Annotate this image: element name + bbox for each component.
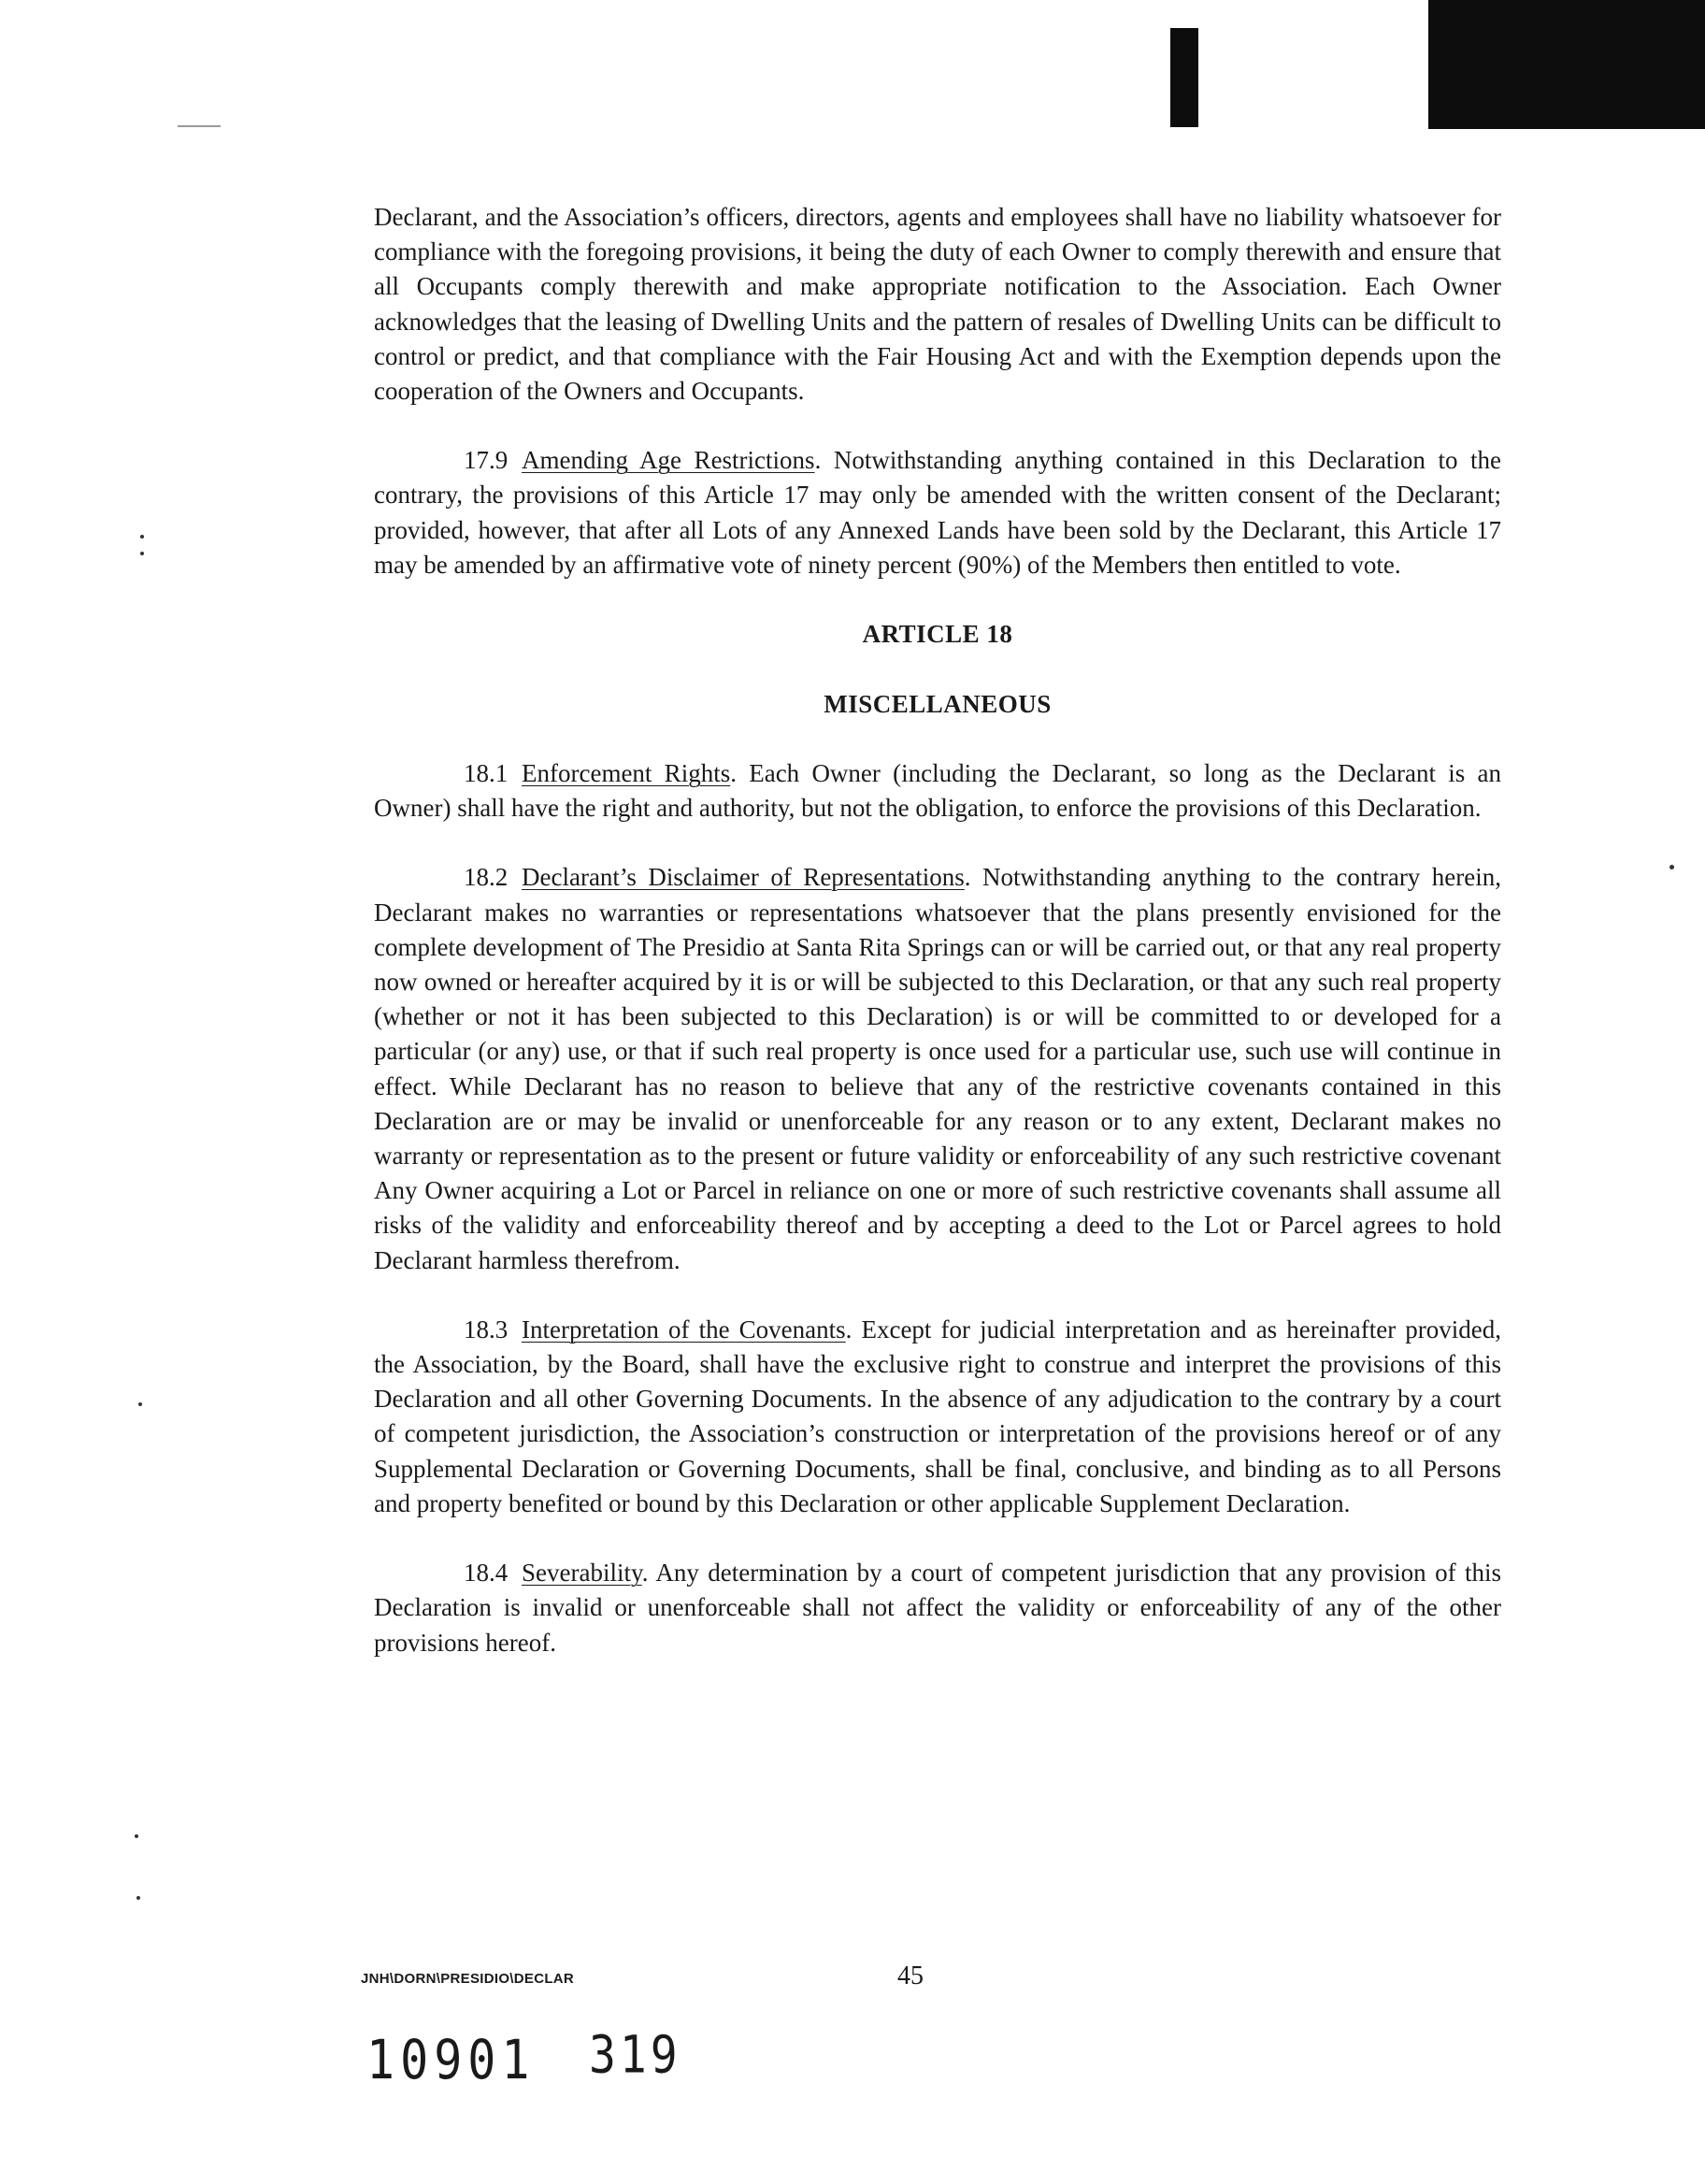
section-text: . Any determination by a court of competent jurisdiction that any provision of this Declaration is invalid or unenforceable shall not affect the validity or enforceability of any of the other provisions hereof.	[374, 1559, 1501, 1657]
section-text: . Each Owner (including the Declarant, so long as the Declarant is an Owner) shall have the right and authority, but not the obligation, to enforce the provisions of this Declaration.	[374, 759, 1502, 823]
section-text: . Notwithstanding anything contained in this Declaration to the contrary, the provisions of this Article 17 may only be amended with the written consent of the Declarant; provided, however, that after all Lots of any Annexed Lands have been sold by the Declarant, this Article 17 may be amended by an affirmative vote of ninety percent (90%) of the Members then entitled to vote.	[374, 446, 1502, 579]
section-number: 18.1	[464, 759, 509, 788]
recording-book-number: 10901	[366, 2029, 536, 2091]
section-18-2	[374, 860, 1501, 1277]
section-title: Enforcement Rights	[522, 759, 731, 788]
scan-speck	[136, 1896, 140, 1900]
section-number: 17.9	[464, 446, 509, 475]
scan-artifact-block	[1428, 0, 1705, 129]
section-number: 18.4	[464, 1559, 509, 1588]
section-17-9	[374, 443, 1501, 582]
section-number: 18.2	[464, 863, 509, 892]
section-text: . Except for judicial interpretation and as hereinafter provided, the Association, by the Board, shall have the exclusive right to construe and interpret the provisions of this Declaration and all other Governing Documents. In the absence of any adjudication to the contrary by a court of competent jurisdiction, the Association’s construction or interpretation of the provisions hereof or of any Supplemental Declaration or Governing Documents, shall be final, conclusive, and binding as to all Persons and property benefited or bound by this Declaration or other applicable Supplement Declaration.	[374, 1315, 1501, 1517]
scan-speck	[1669, 865, 1674, 869]
section-text: . Notwithstanding anything to the contrary herein, Declarant makes no warranties or representations whatsoever that the plans presently envisioned for the complete development of The Presidio at Santa Rita Springs can or will be carried out, or that any real property now owned or hereafter acquired by it is or will be subjected to this Declaration, or that any such real property (whether or not it has been subjected to this Declaration) is or will be committed to or developed for a particular (or any) use, or that if such real property is once used for a particular use, such use will continue in effect. While Declarant has no reason to believe that any of the restrictive covenants contained in this Declaration are or may be invalid or unenforceable for any reason or to any extent, Declarant makes no warranty or representation as to the present or future validity or enforceability of any such restrictive covenant Any Owner acquiring a Lot or Parcel in reliance on one or more of such restrictive covenants shall assume all risks of the validity and enforceability thereof and by accepting a deed to the Lot or Parcel agrees to hold Declarant harmless therefrom.	[374, 863, 1501, 1274]
page-number: 45	[897, 1961, 924, 1990]
paragraph-text: Declarant, and the Association’s officers, directors, agents and employees shall have no liability whatsoever for compliance with the foregoing provisions, it being the duty of each Owner to comply therewith and ensure that all Occupants comply therewith and make appropriate notification to the Association. Each Owner acknowledges that the leasing of Dwelling Units and the pattern of resales of Dwelling Units can be difficult to control or predict, and that compliance with the Fair Housing Act and with the Exemption depends upon the cooperation of the Owners and Occupants.	[374, 203, 1501, 406]
article-number: ARTICLE 18	[862, 620, 1013, 649]
scan-artifact-dash	[178, 125, 221, 127]
section-title: Amending Age Restrictions	[522, 446, 815, 475]
paragraph-intro	[374, 200, 1501, 409]
section-title: Declarant’s Disclaimer of Representations	[522, 863, 965, 892]
section-title: Interpretation of the Covenants	[522, 1315, 846, 1343]
section-18-4	[374, 1556, 1501, 1660]
scan-speck	[135, 1834, 138, 1838]
document-body	[374, 200, 1501, 1695]
scan-artifact-bar	[1170, 28, 1198, 127]
recording-page-number: 319	[589, 2025, 681, 2086]
article-title: MISCELLANEOUS	[824, 690, 1052, 719]
section-18-1	[374, 756, 1501, 826]
footer-file-code: JNH\DORN\PRESIDIO\DECLAR	[361, 1971, 575, 1987]
scan-speck	[138, 1402, 142, 1406]
section-18-3	[374, 1313, 1501, 1521]
scan-speck	[140, 535, 144, 539]
section-number: 18.3	[464, 1315, 509, 1343]
section-title: Severability	[522, 1559, 642, 1588]
scan-speck	[140, 552, 144, 555]
